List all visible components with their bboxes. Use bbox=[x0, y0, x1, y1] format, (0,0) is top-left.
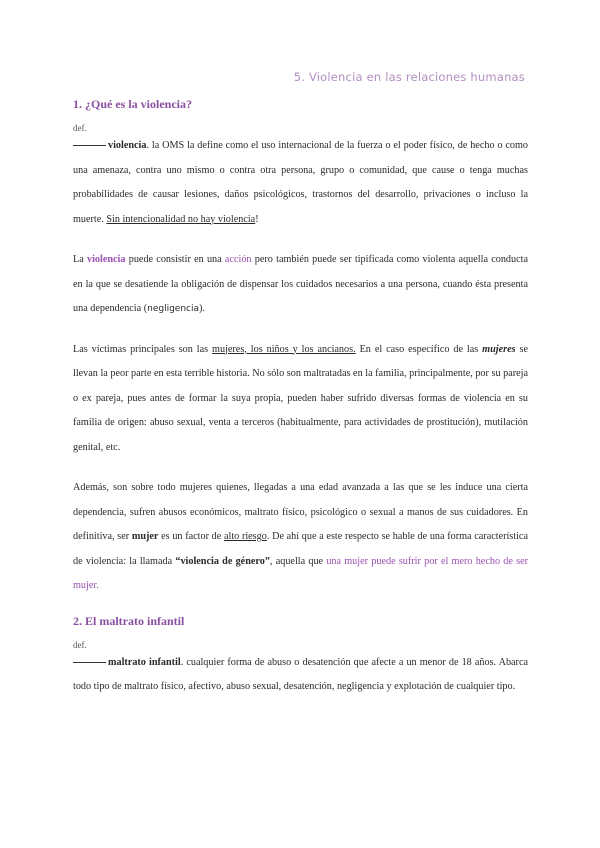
underlined-riesgo: alto riesgo bbox=[223, 531, 267, 542]
section-2-def-label: def. bbox=[73, 639, 87, 650]
section-2-definition: maltrato infantil. cualquier forma de abuso o desatención que afecte a un menor de 18 años. Abarca todo tipo de maltrato físico, afectivo, abuso sexual, desatención, negligencia y explotación de cualquier tipo. bbox=[73, 656, 528, 692]
highlight-accion: acción bbox=[224, 254, 252, 265]
section-2-heading: 2. El maltrato infantil bbox=[73, 613, 185, 628]
section-1-definition: violencia. la OMS la define como el uso internacional de la fuerza o el poder físico, de hecho o como una amenaza, contra uno mismo o contra otra persona, grupo o comunidad, que cause o tenga muchas probabilidades de causar lesiones, daños psicológicos, trastornos del desarrollo, privaciones o incluso la muerte. Sin intencionalidad no hay violencia! bbox=[73, 140, 528, 225]
running-title: 5. Violencia en las relaciones humanas bbox=[293, 70, 525, 84]
def-term-maltrato: maltrato infantil bbox=[108, 656, 181, 668]
paragraph-2: Las víctimas principales son las mujeres, los niños y los ancianos. En el caso específico de las mujeres se llevan la peor parte en esta terrible historia. No sólo son maltratadas en la familia, principalmente, por su pareja o ex pareja, pues antes de formar la suya propia, pueden haber sufrido diversas formas de violencia en su familia de origen: abuso sexual, venta a terceros (habitualmente, para actividades de prostitución), mutilación genital, etc. bbox=[73, 343, 528, 453]
term-violencia-genero: “violencia de género” bbox=[175, 555, 270, 567]
highlight-violencia: violencia bbox=[87, 254, 126, 265]
section-1-heading: 1. ¿Qué es la violencia? bbox=[73, 97, 192, 111]
term-mujer: mujer bbox=[131, 531, 159, 542]
underlined-victims: mujeres, los niños y los ancianos. bbox=[212, 343, 356, 355]
term-negligencia: negligencia bbox=[147, 304, 199, 314]
page-content bbox=[73, 96, 528, 700]
paragraph-3: Además, son sobre todo mujeres quienes, llegadas a una edad avanzada a las que se les induce una cierta dependencia, sufren abusos económicos, maltrato físico, psicológico o sexual a manos de sus cuidadores. En definitiva, ser mujer es un factor de alto riesgo. De ahí que a este respecto se hable de una forma característica de violencia: la llamada “violencia de género”, aquella que una mujer puede sufrir por el mero hecho de ser mujer. bbox=[73, 482, 529, 591]
section-1-def-label: def. bbox=[73, 123, 87, 133]
def-term-violencia: violencia bbox=[108, 140, 147, 151]
underlined-statement: Sin intencionalidad no hay violencia bbox=[106, 213, 256, 225]
highlight-definition: una mujer puede sufrir por el mero hecho de ser mujer. bbox=[73, 555, 529, 591]
term-mujeres: mujeres bbox=[482, 343, 516, 355]
definition-dash bbox=[73, 145, 106, 146]
definition-dash bbox=[73, 662, 106, 663]
paragraph-1: La violencia puede consistir en una acción pero también puede ser tipificada como violenta aquella conducta en la que se desatiende la obligación de dispensar los cuidados necesarios a una persona, cuando ésta presenta una dependencia (negligencia). bbox=[73, 254, 528, 314]
